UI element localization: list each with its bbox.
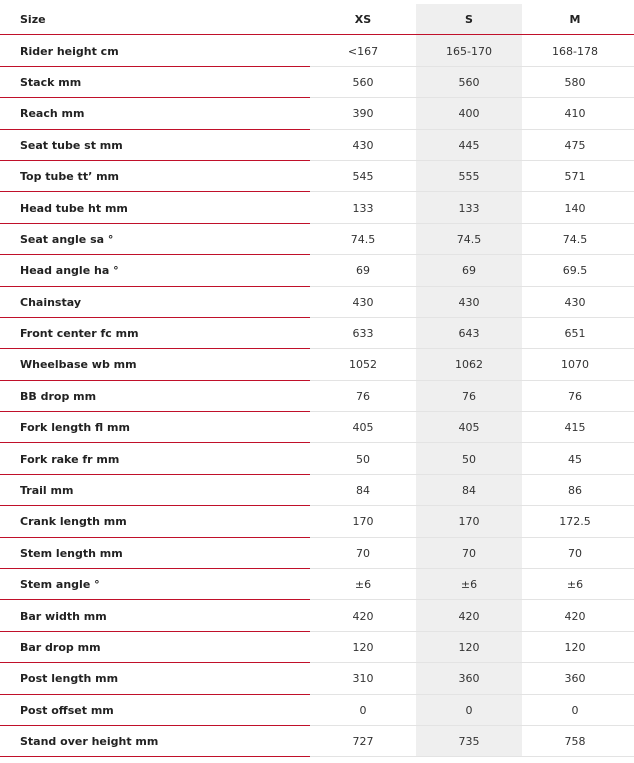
- header-size-s: S: [416, 4, 522, 35]
- table-row: [0, 381, 634, 412]
- value-s: 1062: [416, 349, 522, 380]
- row-label: Seat tube st mm: [20, 138, 123, 152]
- value-m: 430: [564, 295, 586, 309]
- value-m: 580: [564, 75, 586, 89]
- value-xs: 84: [356, 484, 370, 498]
- row-label: Top tube tt’ mm: [20, 170, 120, 184]
- table-row: [0, 192, 634, 223]
- value-xs: 120: [352, 641, 374, 654]
- table-row: [0, 287, 634, 318]
- value-xs: <167: [347, 44, 379, 58]
- value-m: 571: [564, 170, 586, 184]
- row-label: Stack mm: [20, 75, 82, 89]
- value-s: 560: [416, 67, 522, 98]
- value-xs: 390: [352, 107, 374, 121]
- value-xs: 430: [352, 138, 374, 152]
- value-m: 651: [564, 327, 586, 341]
- value-m: 86: [568, 484, 582, 498]
- value-s: 69: [416, 255, 522, 286]
- value-s: 405: [416, 412, 522, 443]
- value-xs: 405: [352, 421, 374, 435]
- row-divider: [310, 756, 634, 757]
- row-label: BB drop mm: [20, 389, 97, 403]
- value-xs: 1052: [349, 358, 377, 372]
- table-row: [0, 412, 634, 443]
- value-m: 420: [564, 609, 586, 623]
- value-xs: 633: [352, 327, 374, 341]
- table-row: [0, 349, 634, 380]
- value-xs: 76: [356, 389, 370, 403]
- table-row: [0, 663, 634, 694]
- value-s: 735: [416, 726, 522, 757]
- value-s: ±6: [416, 569, 522, 600]
- value-xs: 0: [359, 703, 367, 717]
- table-header-row: [0, 4, 634, 35]
- table-row: [0, 224, 634, 255]
- row-label: Bar drop mm: [20, 641, 101, 654]
- value-s: 0: [416, 695, 522, 726]
- table-row: [0, 443, 634, 474]
- value-s: 420: [416, 600, 522, 631]
- row-label: Head tube ht mm: [20, 201, 128, 215]
- table-row: [0, 35, 634, 66]
- row-label: Reach mm: [20, 107, 85, 121]
- value-s: 133: [416, 192, 522, 223]
- row-label: Bar width mm: [20, 609, 107, 623]
- value-m: 410: [564, 107, 586, 121]
- value-m: 45: [568, 452, 582, 466]
- value-m: 69.5: [562, 264, 588, 278]
- value-m: 1070: [561, 358, 589, 372]
- value-s: 70: [416, 538, 522, 569]
- value-xs: 70: [356, 546, 370, 560]
- value-xs: ±6: [354, 578, 372, 592]
- table-row: [0, 130, 634, 161]
- value-s: 120: [416, 632, 522, 663]
- value-m: 74.5: [562, 232, 588, 246]
- row-label: Crank length mm: [20, 515, 127, 529]
- value-s: 643: [416, 318, 522, 349]
- value-xs: 545: [352, 170, 374, 184]
- value-xs: 50: [356, 452, 370, 466]
- table-row: [0, 506, 634, 537]
- value-m: 70: [568, 546, 582, 560]
- value-m: 475: [564, 138, 586, 152]
- row-label: Seat angle sa °: [20, 232, 114, 246]
- value-m: 758: [564, 735, 586, 749]
- table-row: [0, 98, 634, 129]
- value-xs: 170: [352, 515, 374, 529]
- table-row: [0, 318, 634, 349]
- header-size-xs: XS: [354, 13, 372, 27]
- row-label: Trail mm: [20, 484, 74, 498]
- row-divider-accent: [0, 756, 310, 757]
- value-s: 555: [416, 161, 522, 192]
- value-m: 168-178: [552, 44, 598, 58]
- row-label: Wheelbase wb mm: [20, 358, 137, 372]
- row-label: Stand over height mm: [20, 735, 159, 749]
- table-row: [0, 600, 634, 631]
- value-xs: 133: [352, 201, 374, 215]
- value-xs: 420: [352, 609, 374, 623]
- table-row: [0, 475, 634, 506]
- table-row: [0, 161, 634, 192]
- value-s: 76: [416, 381, 522, 412]
- row-label: Stem angle °: [20, 578, 100, 592]
- header-size-m: M: [569, 13, 581, 27]
- header-size-label: Size: [20, 13, 46, 27]
- value-m: 120: [564, 641, 586, 654]
- value-s: 165-170: [416, 35, 522, 66]
- value-s: 360: [416, 663, 522, 694]
- table-row: [0, 538, 634, 569]
- value-xs: 560: [352, 75, 374, 89]
- row-label: Chainstay: [20, 295, 81, 309]
- value-m: 76: [568, 389, 582, 403]
- value-s: 400: [416, 98, 522, 129]
- row-label: Post offset mm: [20, 703, 114, 717]
- value-s: 170: [416, 506, 522, 537]
- value-s: 74.5: [416, 224, 522, 255]
- value-m: 360: [564, 672, 586, 686]
- value-xs: 74.5: [350, 232, 376, 246]
- table-row: [0, 632, 634, 663]
- value-m: 172.5: [559, 515, 591, 529]
- row-label: Fork rake fr mm: [20, 452, 120, 466]
- value-m: 415: [564, 421, 586, 435]
- table-body: [0, 35, 634, 757]
- value-s: 430: [416, 287, 522, 318]
- row-label: Fork length fl mm: [20, 421, 130, 435]
- table-row: [0, 695, 634, 726]
- value-xs: 430: [352, 295, 374, 309]
- table-row: [0, 569, 634, 600]
- value-m: 140: [564, 201, 586, 215]
- value-s: 84: [416, 475, 522, 506]
- row-label: Head angle ha °: [20, 264, 119, 278]
- row-label: Post length mm: [20, 672, 119, 686]
- value-xs: 727: [352, 735, 374, 749]
- value-xs: 69: [356, 264, 370, 278]
- row-label: Stem length mm: [20, 546, 123, 560]
- table-row: [0, 67, 634, 98]
- table-row: [0, 726, 634, 757]
- value-s: 445: [416, 130, 522, 161]
- value-s: 50: [416, 443, 522, 474]
- table-row: [0, 255, 634, 286]
- value-m: ±6: [566, 578, 584, 592]
- row-label: Rider height cm: [20, 44, 119, 58]
- value-m: 0: [571, 703, 579, 717]
- value-xs: 310: [352, 672, 374, 686]
- row-label: Front center fc mm: [20, 327, 139, 341]
